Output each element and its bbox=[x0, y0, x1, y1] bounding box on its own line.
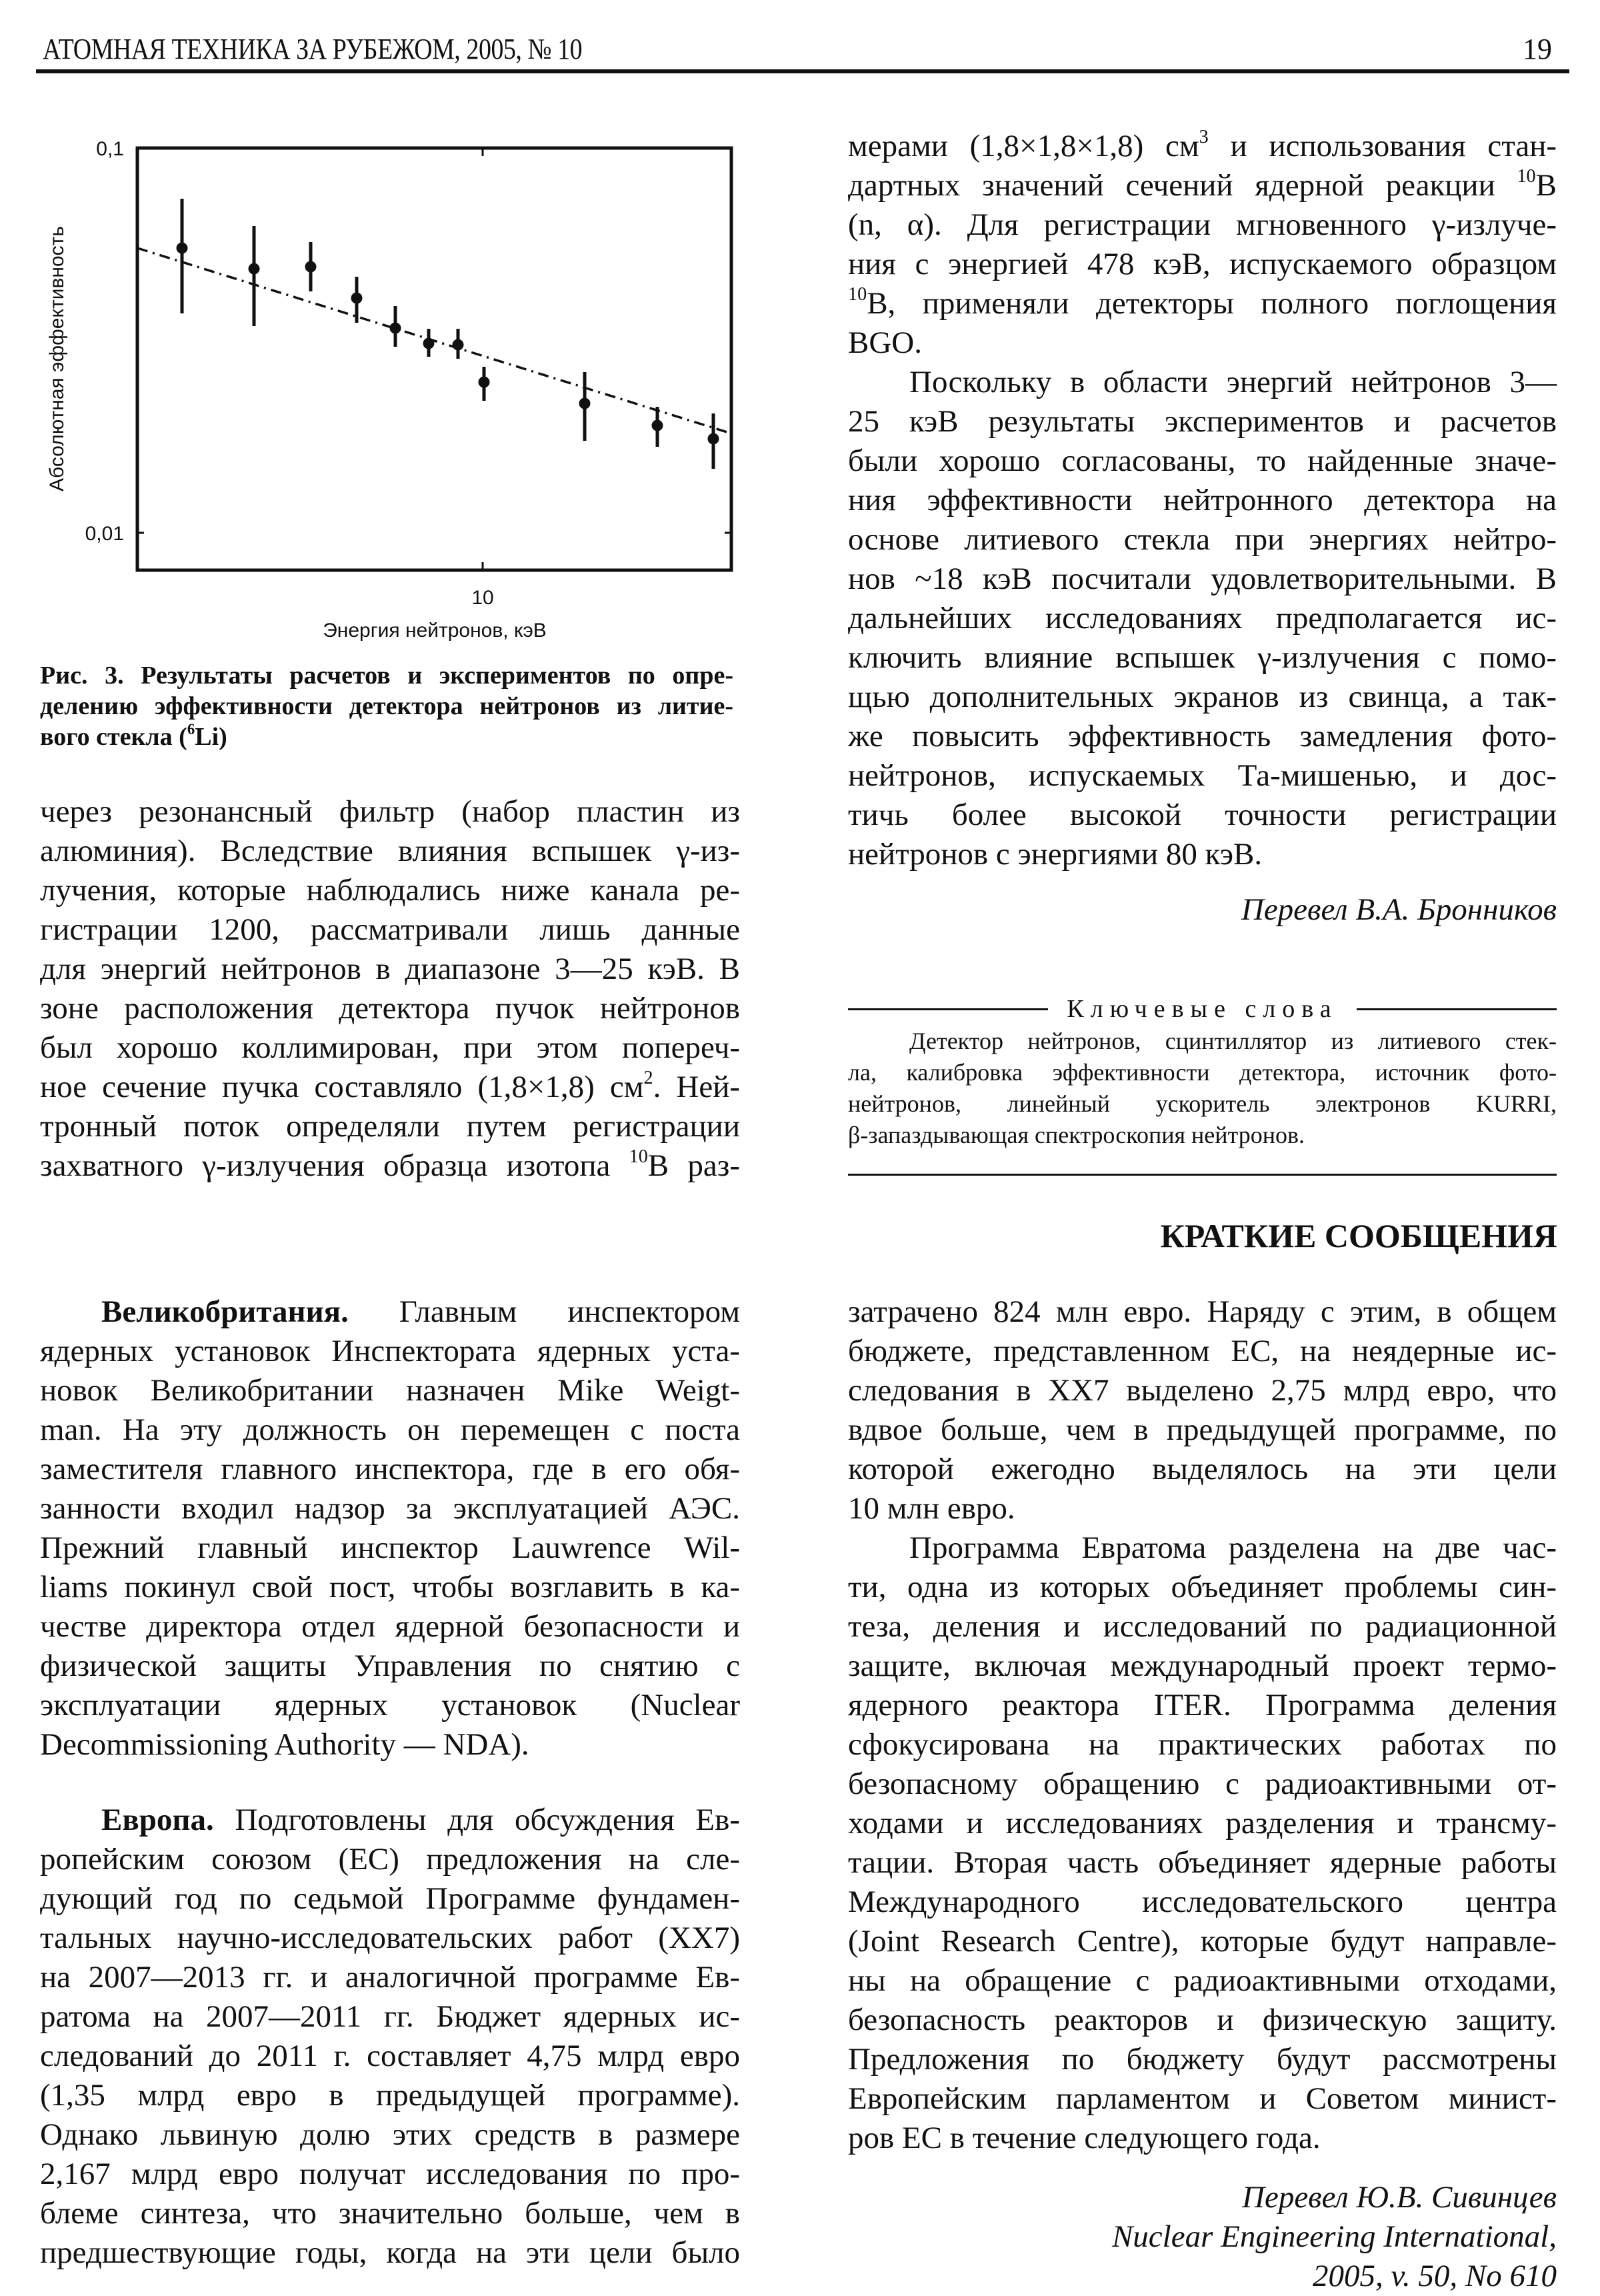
text-line: безопасность реакторов и физическую защиту. bbox=[848, 2003, 1557, 2037]
text-line bbox=[40, 1068, 740, 1107]
text-line: следований до 2011 г. составляет 4,75 млрд евро bbox=[40, 2039, 740, 2073]
superscript: 2 bbox=[643, 1068, 653, 1089]
keywords-block bbox=[848, 992, 1557, 1151]
text-line: щью дополнительных экранов из свинца, а так- bbox=[848, 680, 1557, 714]
text-line: зоне расположения детектора пучок нейтронов bbox=[40, 991, 740, 1026]
text-line: были хорошо согласованы, то найденные значе- bbox=[848, 443, 1557, 478]
text: захватного γ-излучения образца изотопа bbox=[40, 1148, 629, 1183]
keywords-rule-right bbox=[1357, 1008, 1557, 1010]
text-line: для энергий нейтронов в диапазоне 3—25 кэВ. В bbox=[40, 952, 740, 986]
text-line: (1,35 млрд евро в предыдущей программе). bbox=[40, 2078, 740, 2113]
text-line: Европейским парламентом и Советом минист- bbox=[848, 2081, 1557, 2116]
text-line bbox=[848, 127, 1557, 166]
text-line: сфокусирована на практических работах по bbox=[848, 1727, 1557, 1762]
text-line: нов ~18 кэВ посчитали удовлетворительными. В bbox=[848, 561, 1557, 596]
text-line: тичь более высокой точности регистрации bbox=[848, 798, 1557, 832]
text-line: Международного исследовательского центра bbox=[848, 1885, 1557, 1919]
text: B, применяли детекторы полного поглощения bbox=[867, 286, 1557, 321]
translator-credit: Перевел В.А. Бронников bbox=[1241, 892, 1557, 927]
text: . Ней- bbox=[653, 1070, 741, 1104]
text: B bbox=[1535, 168, 1557, 203]
keywords-rule-left bbox=[848, 1008, 1048, 1010]
calc-fit-line bbox=[137, 248, 731, 433]
text-line: теза, деления и исследований по радиационной bbox=[848, 1609, 1557, 1644]
caption-text: Li) bbox=[195, 723, 227, 751]
text-line bbox=[40, 1801, 740, 1840]
text-line: честве директора отдел ядерной безопасности и bbox=[40, 1609, 740, 1644]
keyword-line: нейтронов, линейный ускоритель электронов KURRI, bbox=[848, 1090, 1557, 1117]
text-line: Decommissioning Authority — NDA). bbox=[40, 1727, 529, 1762]
text-line: ропейским союзом (ЕС) предложения на сле- bbox=[40, 1842, 740, 1877]
text-line: ядерного реактора ITER. Программа деления bbox=[848, 1688, 1557, 1723]
caption-text: вого стекла ( bbox=[40, 723, 187, 751]
text-line: 25 кэВ результаты экспериментов и расчетов bbox=[848, 404, 1557, 439]
text-line: Программа Евратома разделена на две час- bbox=[909, 1530, 1557, 1565]
text-line: затрачено 824 млн евро. Наряду с этим, в общем bbox=[848, 1294, 1557, 1329]
text-line: man. На эту должность он перемещен с поста bbox=[40, 1412, 740, 1447]
text: дартных значений сечений ядерной реакции bbox=[848, 168, 1517, 203]
text-line: на 2007—2013 гг. и аналогичной программе Ев- bbox=[40, 1960, 740, 1995]
left-column-top-text bbox=[40, 792, 740, 1186]
caption-line bbox=[40, 722, 733, 752]
text-line bbox=[848, 284, 1557, 323]
text-line: безопасному обращению с радиоактивными от- bbox=[848, 1767, 1557, 1801]
text-line: (n, α). Для регистрации мгновенного γ-излуче- bbox=[848, 207, 1557, 242]
caption-line: Рис. 3. Результаты расчетов и экспериментов по опре- bbox=[40, 662, 733, 690]
text-line: ядерных установок Инспектората ядерных уста- bbox=[40, 1334, 740, 1368]
text-line: нейтронов с энергиями 80 кэВ. bbox=[848, 837, 1263, 872]
page-number: 19 bbox=[1523, 33, 1552, 65]
superscript: 10 bbox=[629, 1146, 648, 1168]
text-line: тронный поток определяли путем регистрации bbox=[40, 1109, 740, 1144]
source-citation-line: 2005, v. 50, No 610 bbox=[1313, 2259, 1557, 2293]
caption-line: делению эффективности детектора нейтронов из литие- bbox=[40, 692, 733, 720]
text-line bbox=[848, 166, 1557, 205]
text-line: ния с энергией 478 кэВ, испускаемого образцом bbox=[848, 247, 1557, 281]
y-tick-0.01: 0,01 bbox=[85, 523, 124, 545]
text-line: ния эффективности нейтронного детектора на bbox=[848, 483, 1557, 517]
text-line: физической защиты Управления по снятию с bbox=[40, 1648, 740, 1683]
text-line: которой ежегодно выделялось на эти цели bbox=[848, 1452, 1557, 1486]
news-great-britain bbox=[40, 1292, 740, 1765]
data-points bbox=[178, 199, 717, 469]
text-line: BGO. bbox=[848, 325, 922, 360]
superscript: 10 bbox=[848, 284, 867, 305]
keyword-line: Детектор нейтронов, сцинтиллятор из литиевого стек- bbox=[909, 1028, 1557, 1054]
text-line: 10 млн евро. bbox=[848, 1491, 1015, 1526]
text-line: ходами и исследованиях разделения и трансму- bbox=[848, 1806, 1557, 1841]
text-line: нейтронов, испускаемых Та-мишенью, и дос- bbox=[848, 758, 1557, 793]
y-axis-label: Абсолютная эффективность bbox=[46, 225, 68, 492]
text: B раз- bbox=[647, 1148, 740, 1183]
x-axis-label: Энергия нейтронов, кэВ bbox=[323, 620, 547, 642]
x-tick-10: 10 bbox=[471, 587, 494, 609]
text-line: гистрации 1200, рассматривали лишь данные bbox=[40, 912, 740, 947]
text-line: ключить влияние вспышек γ-излучения с помо- bbox=[848, 640, 1557, 675]
text-line bbox=[40, 1292, 740, 1332]
text-line: заместителя главного инспектора, где в его обя- bbox=[40, 1452, 740, 1486]
text: ное сечение пучка составляло (1,8×1,8) см bbox=[40, 1070, 644, 1104]
translator-credit: Перевел Ю.В. Сивинцев bbox=[1242, 2180, 1557, 2215]
source-citation-line: Nuclear Engineering International, bbox=[1111, 2219, 1557, 2254]
superscript: 10 bbox=[1517, 166, 1536, 187]
text-line: предшествующие годы, когда на эти цели было bbox=[40, 2235, 740, 2270]
keyword-line: β-запаздывающая спектроскопия нейтронов. bbox=[848, 1122, 1305, 1148]
text-line: Прежний главный инспектор Lauwrence Wil- bbox=[40, 1530, 740, 1565]
section-heading: КРАТКИЕ СООБЩЕНИЯ bbox=[1160, 1217, 1557, 1254]
text-line: вдвое больше, чем в предыдущей программе, по bbox=[848, 1412, 1557, 1447]
text: мерами (1,8×1,8×1,8) см bbox=[848, 129, 1199, 163]
figure-caption bbox=[40, 660, 733, 752]
text-line: дальнейших исследованиях предполагается ис- bbox=[848, 601, 1557, 636]
text-line: через резонансный фильтр (набор пластин из bbox=[40, 794, 740, 829]
right-column-bottom-text bbox=[848, 1292, 1557, 2296]
text-line: ров ЕС в течение следующего года. bbox=[848, 2121, 1321, 2155]
text-line: алюминия). Вследствие влияния вспышек γ-из- bbox=[40, 834, 740, 868]
text-line: 2,167 млрд евро получат исследования по про- bbox=[40, 2157, 740, 2191]
news-europe bbox=[40, 1801, 740, 2273]
text-line: ны на обращение с радиоактивными отходами, bbox=[848, 1963, 1557, 1998]
text-line: эксплуатации ядерных установок (Nuclear bbox=[40, 1688, 740, 1723]
text-line: Однако львиную долю этих средств в размере bbox=[40, 2117, 740, 2152]
plot-frame bbox=[137, 148, 731, 570]
keywords-rule-bottom bbox=[848, 1174, 1557, 1176]
efficiency-chart bbox=[0, 0, 800, 667]
text-line: был хорошо коллимирован, при этом попереч- bbox=[40, 1030, 740, 1065]
right-column-top-text bbox=[848, 127, 1557, 930]
text-line: блеме синтеза, что значительно больше, чем в bbox=[40, 2196, 740, 2231]
text-line: основе литиевого стекла при энергиях нейтро- bbox=[848, 522, 1557, 557]
text-line: liams покинул свой пост, чтобы возглавить в ка- bbox=[40, 1570, 740, 1604]
text-line: защите, включая международный проект термо- bbox=[848, 1648, 1557, 1683]
text-line: лучения, которые наблюдались ниже канала ре- bbox=[40, 873, 740, 908]
caption-superscript: 6 bbox=[187, 721, 195, 738]
text-line: Предложения по бюджету будут рассмотрены bbox=[848, 2042, 1557, 2077]
text-line: тации. Вторая часть объединяет ядерные работы bbox=[848, 1845, 1557, 1880]
text-line bbox=[40, 1146, 740, 1186]
text-line: ратома на 2007—2011 гг. Бюджет ядерных ис- bbox=[40, 1999, 740, 2034]
news-lead-country: Европа. bbox=[101, 1803, 214, 1837]
news-lead-country: Великобритания. bbox=[101, 1294, 349, 1329]
text: и использования стан- bbox=[1208, 129, 1557, 163]
text-line: новок Великобритании назначен Mike Weigt- bbox=[40, 1373, 740, 1408]
text-line: (Joint Research Centre), которые будут направле- bbox=[848, 1924, 1557, 1959]
text: Подготовлены для обсуждения Ев- bbox=[213, 1803, 740, 1837]
superscript: 3 bbox=[1199, 127, 1209, 148]
text-line: тальных научно-исследовательских работ (ХХ7) bbox=[40, 1921, 740, 1955]
keywords-title: Ключевые слова bbox=[1067, 995, 1338, 1023]
text-line: дующий год по седьмой Программе фундамен- bbox=[40, 1881, 740, 1916]
text-line: ти, одна из которых объединяет проблемы син- bbox=[848, 1570, 1557, 1604]
running-header-journal: АТОМНАЯ ТЕХНИКА ЗА РУБЕЖОМ, 2005, № 10 bbox=[43, 33, 583, 65]
text-line: Поскольку в области энергий нейтронов 3— bbox=[909, 365, 1557, 399]
text-line: следования в ХХ7 выделено 2,75 млрд евро, что bbox=[848, 1373, 1557, 1408]
text-line: же повысить эффективность замедления фото- bbox=[848, 719, 1557, 754]
text-line: занности входил надзор за эксплуатацией АЭС. bbox=[40, 1491, 740, 1526]
y-tick-0.1: 0,1 bbox=[96, 138, 124, 160]
keyword-line: ла, калибровка эффективности детектора, источник фото- bbox=[848, 1059, 1557, 1086]
text-line: бюджете, представленном ЕС, на неядерные ис- bbox=[848, 1334, 1557, 1368]
text: Главным инспектором bbox=[348, 1294, 740, 1329]
